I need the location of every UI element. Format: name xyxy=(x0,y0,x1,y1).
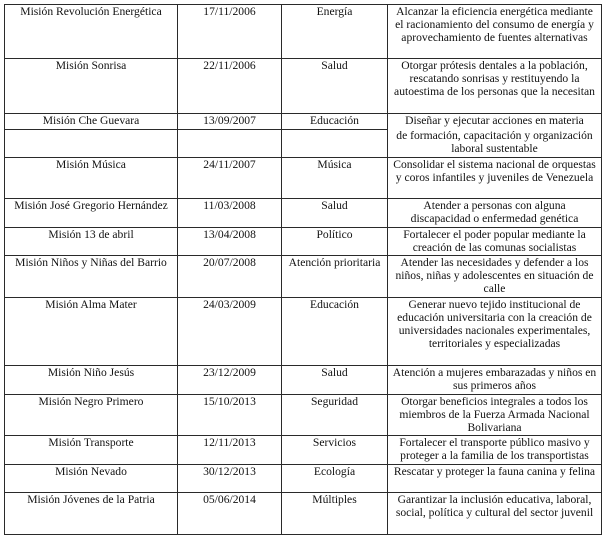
table-row xyxy=(5,114,602,130)
empty-cell xyxy=(282,129,388,157)
mission-name-cell: Misión Transporte xyxy=(5,436,178,465)
purpose-cell: Consolidar el sistema nacional de orquestas y coros infantiles y juveniles de Venezuela xyxy=(388,157,602,198)
creation-date-cell: 23/12/2009 xyxy=(178,366,282,395)
table-row-continuation xyxy=(5,129,602,157)
table-row xyxy=(5,5,602,59)
mission-name-cell: Misión Revolución Energética xyxy=(5,5,178,59)
sector-cell: Ecología xyxy=(282,465,388,493)
purpose-cell: Otorgar beneficios integrales a todos los miembros de la Fuerza Armada Nacional Bolivariana xyxy=(388,395,602,436)
mission-name-cell: Misión 13 de abril xyxy=(5,227,178,256)
sector-cell: Político xyxy=(282,227,388,256)
purpose-cell: Rescatar y proteger la fauna canina y felina xyxy=(388,465,602,493)
mission-name-cell: Misión Jóvenes de la Patria xyxy=(5,493,178,535)
sector-cell: Salud xyxy=(282,59,388,114)
sector-cell: Educación xyxy=(282,298,388,366)
table-row xyxy=(5,366,602,395)
mission-name-cell: Misión Sonrisa xyxy=(5,59,178,114)
table-row xyxy=(5,256,602,298)
creation-date-cell: 17/11/2006 xyxy=(178,5,282,59)
mission-name-cell: Misión Niño Jesús xyxy=(5,366,178,395)
purpose-cell: Generar nuevo tejido institucional de educación universitaria con la creación de universidades nacionales experimentales, territoriales y especializadas xyxy=(388,298,602,366)
empty-cell xyxy=(178,129,282,157)
creation-date-cell: 12/11/2013 xyxy=(178,436,282,465)
creation-date-cell: 24/03/2009 xyxy=(178,298,282,366)
creation-date-cell: 11/03/2008 xyxy=(178,198,282,227)
creation-date-cell: 20/07/2008 xyxy=(178,256,282,298)
mission-name-cell: Misión Niños y Niñas del Barrio xyxy=(5,256,178,298)
purpose-cell: Fortalecer el transporte público masivo y proteger a la familia de los transportistas xyxy=(388,436,602,465)
creation-date-cell: 30/12/2013 xyxy=(178,465,282,493)
table-row xyxy=(5,436,602,465)
creation-date-cell: 13/09/2007 xyxy=(178,114,282,130)
sector-cell: Atención prioritaria xyxy=(282,256,388,298)
purpose-cell: Atender a personas con alguna discapacidad o enfermedad genética xyxy=(388,198,602,227)
sector-cell: Servicios xyxy=(282,436,388,465)
creation-date-cell: 05/06/2014 xyxy=(178,493,282,535)
table-row xyxy=(5,157,602,198)
sector-cell: Salud xyxy=(282,198,388,227)
table-row xyxy=(5,465,602,493)
mission-name-cell: Misión Nevado xyxy=(5,465,178,493)
missions-table xyxy=(4,4,602,535)
sector-cell: Salud xyxy=(282,366,388,395)
purpose-cell: Diseñar y ejecutar acciones en materia xyxy=(388,114,602,130)
table-row xyxy=(5,59,602,114)
sector-cell: Música xyxy=(282,157,388,198)
creation-date-cell: 13/04/2008 xyxy=(178,227,282,256)
purpose-cell: Alcanzar la eficiencia energética mediante el racionamiento del consumo de energía y aprovechamiento de fuentes alternativas xyxy=(388,5,602,59)
table-row xyxy=(5,198,602,227)
sector-cell: Energía xyxy=(282,5,388,59)
creation-date-cell: 22/11/2006 xyxy=(178,59,282,114)
purpose-cell: Fortalecer el poder popular mediante la creación de las comunas socialistas xyxy=(388,227,602,256)
mission-name-cell: Misión Negro Primero xyxy=(5,395,178,436)
creation-date-cell: 15/10/2013 xyxy=(178,395,282,436)
sector-cell: Múltiples xyxy=(282,493,388,535)
table-row xyxy=(5,298,602,366)
empty-cell xyxy=(5,129,178,157)
mission-name-cell: Misión Música xyxy=(5,157,178,198)
table-row xyxy=(5,395,602,436)
purpose-cell: Garantizar la inclusión educativa, laboral, social, política y cultural del sector juvenil xyxy=(388,493,602,535)
purpose-cell: Atención a mujeres embarazadas y niños en sus primeros años xyxy=(388,366,602,395)
sector-cell: Educación xyxy=(282,114,388,130)
mission-name-cell: Misión Che Guevara xyxy=(5,114,178,130)
creation-date-cell: 24/11/2007 xyxy=(178,157,282,198)
purpose-cell-continuation: de formación, capacitación y organización laboral sustentable xyxy=(388,129,602,157)
purpose-cell: Atender las necesidades y defender a los niños, niñas y adolescentes en situación de calle xyxy=(388,256,602,298)
mission-name-cell: Misión José Gregorio Hernández xyxy=(5,198,178,227)
table-row xyxy=(5,493,602,535)
table-row xyxy=(5,227,602,256)
purpose-cell: Otorgar prótesis dentales a la población, rescatando sonrisas y restituyendo la autoestima de los personas que la necesitan xyxy=(388,59,602,114)
mission-name-cell: Misión Alma Mater xyxy=(5,298,178,366)
sector-cell: Seguridad xyxy=(282,395,388,436)
